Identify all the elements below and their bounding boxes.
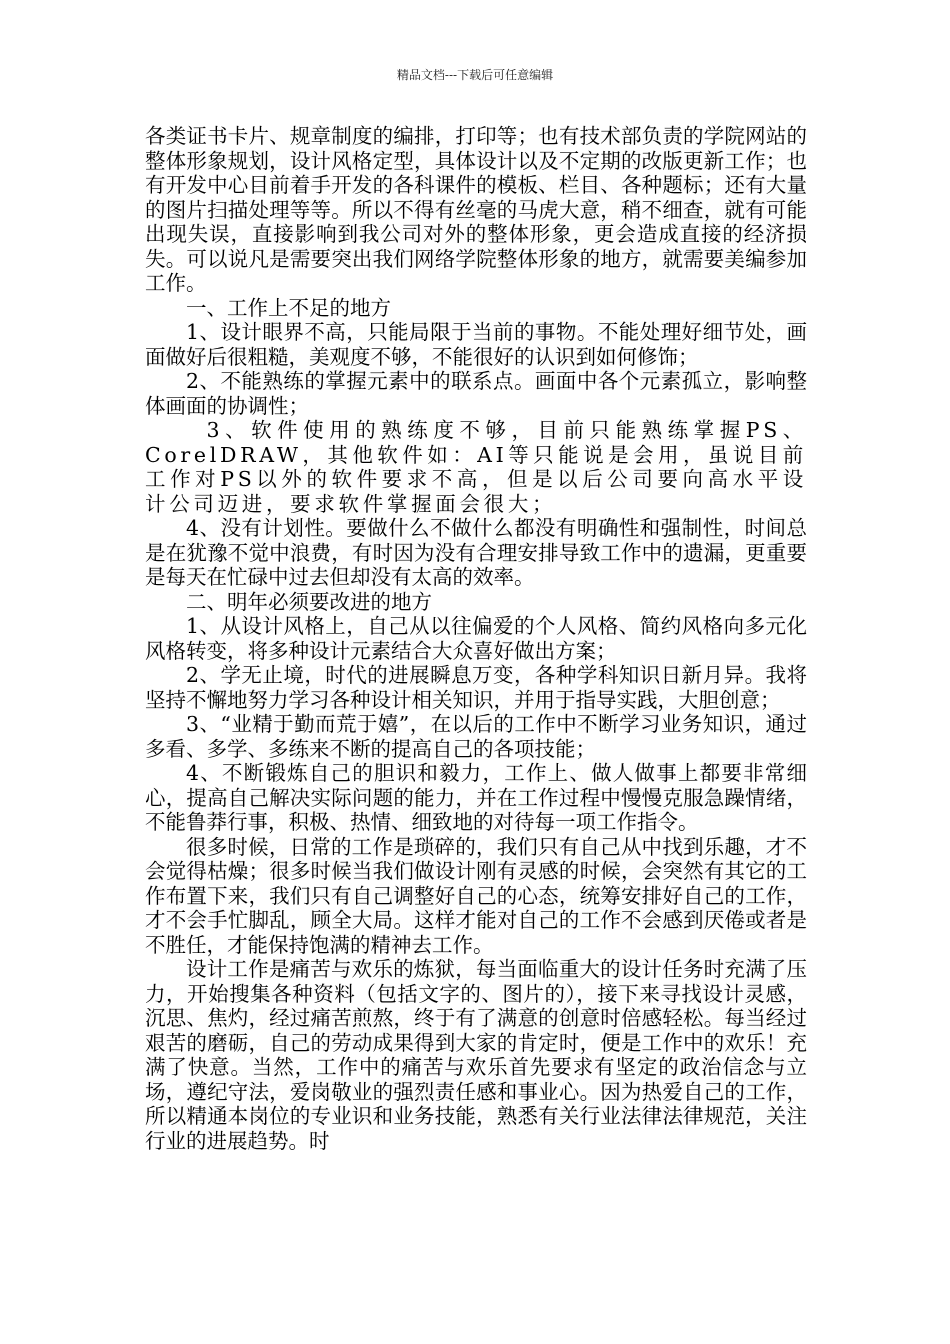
paragraph: 设计工作是痛苦与欢乐的炼狱，每当面临重大的设计任务时充满了压力，开始搜集各种资料（包括文字的、图片的），接下来寻找设计灵感，沉思、焦灼，经过痛苦煎熬，终于有了满意的创意时倍感轻松。每当经过艰苦的磨砺，自己的劳动成果得到大家的肯定时，便是工作中的欢乐！充满了快意。当然，工作中的痛苦与欢乐首先要求有坚定的政治信念与立场，遵纪守法，爱岗敬业的强烈责任感和事业心。因为热爱自己的工作，所以精通本岗位的专业识和业务技能，熟悉有关行业法律法律规范，关注行业的进展趋势。时	[145, 957, 807, 1153]
paragraph: 2、学无止境，时代的进展瞬息万变，各种学科知识日新月异。我将坚持不懈地努力学习各种设计相关知识，并用于指导实践，大胆创意；	[145, 663, 807, 712]
paragraph: 1、从设计风格上，自己从以往偏爱的个人风格、简约风格向多元化风格转变，将多种设计元素结合大众喜好做出方案；	[145, 614, 807, 663]
paragraph: 1、设计眼界不高，只能局限于当前的事物。不能处理好细节处，画面做好后很粗糙，美观度不够，不能很好的认识到如何修饰；	[145, 320, 807, 369]
paragraph: 2、不能熟练的掌握元素中的联系点。画面中各个元素孤立，影响整体画面的协调性；	[145, 369, 807, 418]
paragraph: 4、没有计划性。要做什么不做什么都没有明确性和强制性，时间总是在犹豫不觉中浪费，有时因为没有合理安排导致工作中的遗漏，更重要是每天在忙碌中过去但却没有太高的效率。	[145, 516, 807, 589]
paragraph: 3、软件使用的熟练度不够，目前只能熟练掌握PS、CorelDRAW，其他软件如：AI等只能说是会用，虽说目前工作对PS以外的软件要求不高，但是以后公司要向高水平设计公司迈进，要求软件掌握面会很大；	[145, 418, 807, 516]
paragraph: 3、“业精于勤而荒于嬉”，在以后的工作中不断学习业务知识，通过多看、多学、多练来不断的提高自己的各项技能；	[145, 712, 807, 761]
section-heading: 二、明年必须要改进的地方	[186, 589, 432, 614]
paragraph: 4、不断锻炼自己的胆识和毅力，工作上、做人做事上都要非常细心，提高自己解决实际问题的能力，并在工作过程中慢慢克服急躁情绪，不能鲁莽行事，积极、热情、细致地的对待每一项工作指令。	[145, 761, 807, 834]
paragraph: 很多时候，日常的工作是琐碎的，我们只有自己从中找到乐趣，才不会觉得枯燥；很多时候当我们做设计刚有灵感的时候，会突然有其它的工作布置下来，我们只有自己调整好自己的心态，统筹安排好自己的工作，才不会手忙脚乱，顾全大局。这样才能对自己的工作不会感到厌倦或者是不胜任，才能保持饱满的精神去工作。	[145, 834, 807, 957]
document-body	[145, 124, 807, 1153]
page-header: 精品文档---下载后可任意编辑	[396, 68, 554, 82]
section-heading: 一、工作上不足的地方	[186, 295, 391, 320]
paragraph: 各类证书卡片、规章制度的编排，打印等；也有技术部负责的学院网站的整体形象规划，设计风格定型，具体设计以及不定期的改版更新工作；也有开发中心目前着手开发的各科课件的模板、栏目、各种题标；还有大量的图片扫描处理等等。所以不得有丝毫的马虎大意，稍不细查，就有可能出现失误，直接影响到我公司对外的整体形象，更会造成直接的经济损失。可以说凡是需要突出我们网络学院整体形象的地方，就需要美编参加工作。	[145, 124, 807, 295]
